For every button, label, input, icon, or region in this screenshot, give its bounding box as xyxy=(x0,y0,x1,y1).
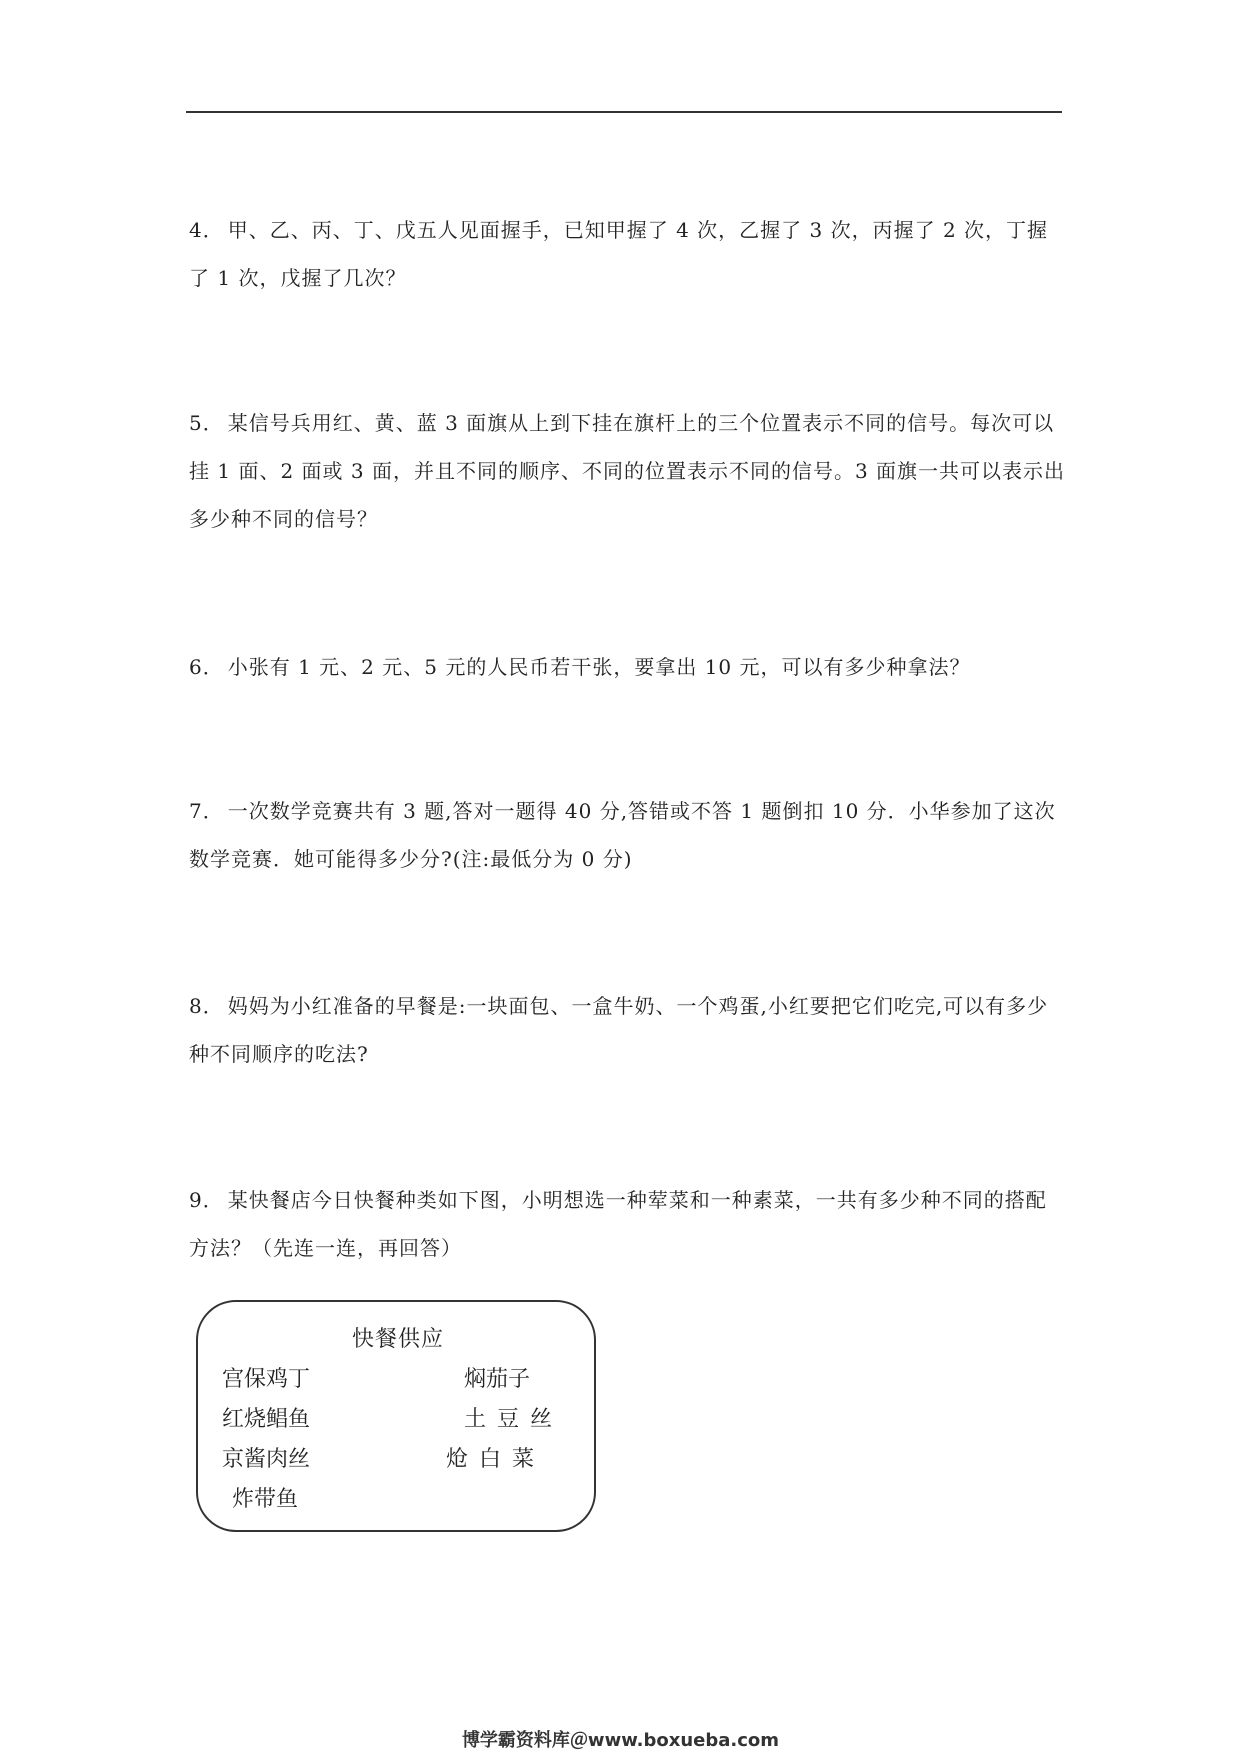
question-number: 9． xyxy=(189,1188,224,1212)
veg-dish-item: 炝 白 菜 xyxy=(446,1447,534,1472)
question-text: 妈妈为小红准备的早餐是:一块面包、一盒牛奶、一个鸡蛋,小红要把它们吃完,可以有多少种不同顺序的吃法? xyxy=(189,994,1049,1066)
question-text: 小张有 1 元、2 元、5 元的人民币若干张，要拿出 10 元，可以有多少种拿法？ xyxy=(227,655,971,679)
menu-title: 快餐供应 xyxy=(352,1327,445,1352)
question-number: 4． xyxy=(189,218,224,242)
meat-dish-item: 宫保鸡丁 xyxy=(222,1367,311,1392)
question-5 xyxy=(189,399,1067,543)
question-7 xyxy=(189,787,1067,883)
question-4 xyxy=(189,206,1067,302)
question-text: 某快餐店今日快餐种类如下图，小明想选一种荤菜和一种素菜，一共有多少种不同的搭配方法？（先连一连，再回答） xyxy=(189,1188,1047,1260)
question-text: 某信号兵用红、黄、蓝 3 面旗从上到下挂在旗杆上的三个位置表示不同的信号。每次可以挂 1 面、2 面或 3 面，并且不同的顺序、不同的位置表示不同的信号。3 面旗一共可以表示出多少种不同的信号？ xyxy=(189,411,1066,531)
question-number: 7． xyxy=(189,799,224,823)
question-text: 一次数学竞赛共有 3 题,答对一题得 40 分,答错或不答 1 题倒扣 10 分．小华参加了这次数学竞赛．她可能得多少分?(注:最低分为 0 分) xyxy=(189,799,1056,871)
meat-dish-item: 炸带鱼 xyxy=(232,1487,299,1512)
menu-box xyxy=(196,1300,596,1532)
question-6 xyxy=(189,643,1067,691)
question-text: 甲、乙、丙、丁、戊五人见面握手，已知甲握了 4 次，乙握了 3 次，丙握了 2 次，丁握了 1 次，戊握了几次？ xyxy=(189,218,1049,290)
veg-dish-item: 焖茄子 xyxy=(464,1367,531,1392)
question-number: 6． xyxy=(189,655,224,679)
question-number: 8． xyxy=(189,994,224,1018)
question-number: 5． xyxy=(189,411,224,435)
veg-dish-item: 土 豆 丝 xyxy=(464,1407,552,1432)
question-9 xyxy=(189,1176,1067,1272)
question-8 xyxy=(189,982,1067,1078)
meat-dish-item: 红烧鲳鱼 xyxy=(222,1407,311,1432)
meat-dish-item: 京酱肉丝 xyxy=(222,1447,311,1472)
footer-watermark: 博学霸资料库＠www.boxueba.com xyxy=(461,1730,780,1751)
header-rule xyxy=(186,111,1062,113)
